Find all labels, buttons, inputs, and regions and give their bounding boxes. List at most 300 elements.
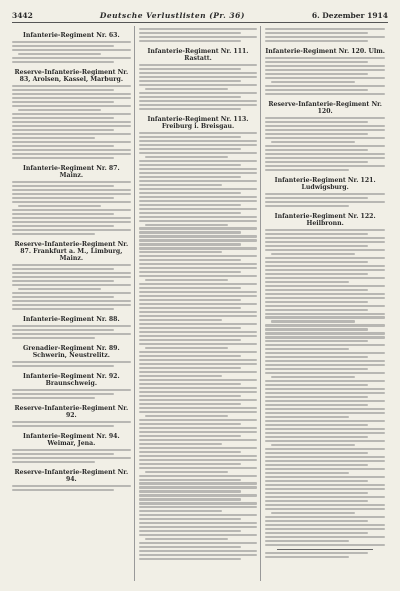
text-line: [12, 157, 114, 159]
text-line: [139, 323, 258, 325]
text-line: [139, 550, 258, 552]
text-line: [265, 309, 368, 311]
text-line: [265, 237, 385, 239]
section-heading: Infanterie-Regiment Nr. 63.: [23, 32, 120, 39]
text-line: [12, 105, 131, 107]
text-line: [265, 428, 385, 430]
text-line: [12, 272, 131, 274]
text-line: [265, 197, 368, 199]
text-line: [139, 36, 258, 38]
text-line: [139, 351, 258, 353]
text-line: [139, 383, 241, 385]
text-line: [139, 176, 241, 178]
text-line: [12, 41, 131, 43]
text-line: [18, 205, 101, 207]
text-line: [265, 496, 385, 498]
text-line: [271, 512, 355, 514]
text-line: [12, 325, 131, 327]
text-line: [139, 455, 258, 457]
text-line: [265, 36, 385, 38]
text-line: [265, 524, 385, 526]
section-heading: Infanterie-Regiment Nr. 122. Heilbronn.: [274, 212, 376, 227]
text-line: [139, 271, 241, 273]
text-line: [139, 558, 241, 560]
text-line: [265, 153, 385, 155]
text-line: [265, 229, 385, 231]
text-line: [265, 28, 385, 30]
text-line: [265, 536, 385, 538]
text-line: [265, 492, 368, 494]
publication-title: Deutsche Verlustlisten (Pr. 36): [99, 10, 245, 20]
text-line: [265, 372, 385, 374]
text-line: [265, 313, 385, 315]
text-line: [139, 255, 258, 257]
text-line: [139, 231, 241, 233]
text-line: [12, 449, 131, 451]
text-line: [139, 506, 258, 508]
text-line: [12, 149, 131, 151]
text-line: [139, 200, 258, 202]
text-line: [139, 339, 241, 341]
text-line: [139, 319, 222, 321]
text-line: [12, 117, 114, 119]
text-line: [139, 263, 258, 265]
text-line: [139, 188, 258, 190]
text-line: [265, 540, 349, 542]
text-line: [12, 141, 131, 143]
text-line: [12, 268, 114, 270]
text-line: [265, 137, 385, 139]
text-line: [265, 201, 385, 203]
text-line: [139, 32, 241, 34]
text-line: [12, 276, 131, 278]
text-line: [139, 204, 241, 206]
text-line: [139, 367, 241, 369]
text-line: [139, 395, 241, 397]
text-line: [12, 296, 114, 298]
text-line: [139, 423, 241, 425]
text-line: [265, 305, 385, 307]
text-line: [139, 144, 258, 146]
text-line: [12, 137, 95, 139]
text-line: [265, 93, 385, 95]
text-line: [139, 343, 258, 345]
text-line: [139, 164, 241, 166]
text-line: [271, 444, 355, 446]
text-line: [139, 439, 258, 441]
section-heading: Infanterie-Regiment Nr. 88.: [23, 315, 120, 323]
text-line: [139, 435, 241, 437]
section-heading: Infanterie-Regiment Nr. 94. Weimar, Jena.: [23, 432, 120, 447]
text-line: [139, 407, 258, 409]
text-line: [145, 224, 228, 226]
text-line: [139, 502, 258, 504]
text-line: [139, 64, 258, 66]
text-line: [145, 538, 228, 540]
section-heading: Reserve-Infanterie-Regiment Nr. 94.: [14, 468, 129, 483]
text-line: [12, 229, 131, 231]
text-line: [265, 273, 368, 275]
text-line: [265, 336, 385, 338]
text-line: [12, 304, 131, 306]
text-line: [139, 80, 241, 82]
text-line: [265, 380, 385, 382]
text-line: [12, 300, 131, 302]
text-line: [139, 467, 258, 469]
text-line: [265, 245, 368, 247]
text-line: [139, 299, 241, 301]
text-line: [265, 133, 368, 135]
text-line: [139, 208, 258, 210]
divider: [277, 549, 373, 550]
issue-date: 6. Dezember 1914: [311, 10, 388, 20]
text-line: [265, 89, 368, 91]
text-line: [139, 28, 258, 30]
text-line: [12, 133, 131, 135]
text-line: [139, 100, 258, 102]
text-line: [139, 463, 241, 465]
text-line: [265, 129, 385, 131]
text-line: [139, 192, 241, 194]
text-line: [12, 185, 114, 187]
text-line: [139, 355, 241, 357]
text-line: [265, 460, 385, 462]
text-line: [12, 209, 131, 211]
text-line: [12, 457, 131, 459]
text-line: [139, 287, 241, 289]
section-heading: Reserve-Infanterie-Regiment Nr. 92.: [14, 404, 129, 419]
text-line: [265, 364, 385, 366]
text-line: [265, 500, 368, 502]
text-line: [265, 352, 385, 354]
text-line: [265, 552, 368, 554]
text-line: [12, 453, 114, 455]
text-line: [145, 415, 228, 417]
text-line: [12, 113, 131, 115]
page-header: [12, 8, 388, 23]
text-line: [139, 546, 241, 548]
text-line: [265, 69, 385, 71]
text-line: [265, 261, 368, 263]
text-line: [139, 216, 258, 218]
text-line: [139, 530, 241, 532]
text-line: [12, 201, 131, 203]
text-line: [139, 76, 258, 78]
text-columns: [12, 26, 388, 581]
text-line: [139, 419, 258, 421]
section-heading: Reserve-Infanterie-Regiment Nr. 120.: [268, 100, 382, 115]
section-heading: Infanterie-Regiment Nr. 92. Braunschweig.: [23, 372, 120, 387]
text-line: [139, 486, 258, 488]
text-line: [12, 189, 131, 191]
text-line: [265, 205, 349, 207]
text-line: [265, 332, 385, 334]
text-line: [265, 85, 385, 87]
text-line: [139, 172, 258, 174]
text-line: [12, 89, 114, 91]
text-line: [139, 359, 258, 361]
text-line: [265, 249, 385, 251]
text-line: [139, 387, 258, 389]
text-line: [145, 156, 228, 158]
text-line: [139, 363, 258, 365]
text-line: [139, 542, 258, 544]
text-line: [265, 440, 385, 442]
text-line: [139, 196, 258, 198]
text-line: [12, 225, 114, 227]
text-line: [139, 431, 258, 433]
text-line: [139, 267, 258, 269]
section-heading: Infanterie-Regiment Nr. 111. Rastatt.: [147, 47, 249, 62]
text-line: [145, 471, 228, 473]
text-line: [12, 49, 131, 51]
section-heading: Infanterie-Regiment Nr. 113. Freiburg i. Breisgau.: [147, 115, 249, 130]
text-line: [145, 88, 228, 90]
text-line: [139, 391, 258, 393]
text-line: [139, 212, 241, 214]
text-line: [12, 393, 114, 395]
page-number: 3442: [12, 10, 33, 20]
text-line: [265, 452, 368, 454]
text-line: [139, 168, 258, 170]
text-line: [139, 498, 241, 500]
text-line: [265, 544, 385, 546]
text-line: [265, 476, 385, 478]
text-line: [12, 193, 131, 195]
text-line: [12, 329, 114, 331]
text-line: [265, 269, 385, 271]
text-line: [139, 68, 241, 70]
text-line: [139, 327, 241, 329]
text-line: [265, 416, 349, 418]
text-line: [12, 284, 131, 286]
text-line: [265, 293, 385, 295]
text-line: [139, 482, 258, 484]
text-line: [265, 149, 368, 151]
section-heading: Grenadier-Regiment Nr. 89. Schwerin, Neustrelitz.: [23, 344, 120, 359]
text-line: [139, 526, 258, 528]
text-line: [12, 425, 114, 427]
text-line: [265, 169, 349, 171]
text-line: [265, 40, 368, 42]
text-line: [12, 153, 131, 155]
text-line: [12, 365, 114, 367]
text-line: [12, 389, 131, 391]
text-line: [139, 40, 241, 42]
text-line: [265, 157, 385, 159]
text-line: [139, 148, 241, 150]
text-line: [139, 534, 258, 536]
text-line: [139, 251, 222, 253]
text-line: [265, 265, 385, 267]
text-line: [139, 227, 258, 229]
text-line: [139, 243, 241, 245]
text-line: [265, 356, 368, 358]
text-line: [139, 371, 258, 373]
text-line: [145, 347, 228, 349]
text-line: [12, 461, 95, 463]
text-line: [265, 65, 385, 67]
text-line: [18, 288, 101, 290]
text-line: [139, 411, 258, 413]
text-line: [139, 184, 222, 186]
text-line: [265, 408, 385, 410]
text-line: [12, 397, 95, 399]
text-line: [139, 92, 258, 94]
text-line: [139, 311, 258, 313]
text-line: [265, 61, 368, 63]
text-line: [139, 108, 241, 110]
text-line: [139, 132, 258, 134]
text-line: [12, 121, 131, 123]
text-line: [12, 489, 114, 491]
text-line: [139, 403, 241, 405]
text-line: [139, 510, 222, 512]
column-3: [265, 26, 388, 581]
text-line: [265, 384, 368, 386]
text-line: [265, 297, 385, 299]
text-line: [12, 485, 131, 487]
text-line: [265, 233, 368, 235]
section-heading: Infanterie-Regiment Nr. 120. Ulm.: [265, 47, 385, 55]
text-line: [139, 427, 258, 429]
text-line: [265, 456, 385, 458]
text-line: [139, 399, 258, 401]
text-line: [265, 125, 385, 127]
text-line: [139, 479, 241, 481]
text-line: [265, 468, 385, 470]
text-line: [12, 97, 131, 99]
text-line: [265, 424, 368, 426]
text-line: [139, 514, 258, 516]
text-line: [265, 328, 368, 330]
text-line: [265, 528, 385, 530]
text-line: [12, 197, 114, 199]
text-line: [12, 337, 95, 339]
text-line: [139, 140, 258, 142]
text-line: [271, 81, 355, 83]
text-line: [139, 490, 241, 492]
text-line: [265, 488, 385, 490]
text-line: [12, 85, 131, 87]
text-line: [12, 264, 131, 266]
text-line: [12, 292, 131, 294]
text-line: [265, 121, 368, 123]
text-line: [139, 235, 258, 237]
text-line: [139, 451, 241, 453]
text-line: [12, 125, 131, 127]
text-line: [265, 73, 368, 75]
text-line: [265, 556, 349, 558]
text-line: [12, 361, 131, 363]
text-line: [265, 344, 385, 346]
text-line: [265, 117, 385, 119]
text-line: [139, 291, 258, 293]
text-line: [265, 432, 385, 434]
text-line: [139, 459, 258, 461]
text-line: [139, 335, 258, 337]
text-line: [139, 104, 258, 106]
text-line: [139, 283, 258, 285]
text-line: [139, 84, 258, 86]
text-line: [12, 217, 131, 219]
text-line: [265, 277, 385, 279]
text-line: [18, 53, 101, 55]
text-line: [265, 77, 385, 79]
section-heading: Reserve-Infanterie-Regiment Nr. 83, Arolsen, Kassel, Marburg.: [14, 69, 129, 84]
text-line: [265, 241, 385, 243]
text-line: [265, 165, 385, 167]
text-line: [265, 360, 385, 362]
text-line: [139, 554, 258, 556]
text-line: [265, 532, 368, 534]
text-line: [265, 504, 385, 506]
text-line: [139, 247, 258, 249]
text-line: [12, 333, 131, 335]
text-line: [265, 420, 385, 422]
text-line: [265, 57, 385, 59]
section-heading: Infanterie-Regiment Nr. 121. Ludwigsburg.: [274, 176, 376, 191]
text-line: [265, 301, 368, 303]
text-line: [265, 392, 385, 394]
text-line: [265, 340, 368, 342]
text-line: [265, 281, 349, 283]
text-line: [265, 316, 385, 318]
text-line: [139, 152, 258, 154]
text-line: [139, 72, 258, 74]
text-line: [139, 315, 258, 317]
text-line: [265, 412, 385, 414]
text-line: [265, 289, 368, 291]
text-line: [265, 464, 368, 466]
text-line: [265, 520, 368, 522]
text-line: [139, 475, 258, 477]
text-line: [12, 57, 131, 59]
text-line: [139, 522, 258, 524]
text-line: [265, 436, 368, 438]
text-line: [139, 295, 258, 297]
text-line: [12, 421, 131, 423]
text-line: [139, 275, 258, 277]
text-line: [265, 348, 349, 350]
text-line: [265, 404, 368, 406]
text-line: [139, 239, 258, 241]
text-line: [12, 101, 114, 103]
text-line: [139, 220, 258, 222]
text-line: [265, 32, 368, 34]
text-line: [265, 516, 385, 518]
text-line: [265, 448, 385, 450]
text-line: [265, 472, 349, 474]
text-line: [12, 280, 114, 282]
text-line: [12, 45, 114, 47]
text-line: [139, 443, 222, 445]
text-line: [12, 129, 114, 131]
text-line: [139, 303, 258, 305]
text-line: [12, 93, 131, 95]
text-line: [265, 508, 385, 510]
text-line: [271, 253, 355, 255]
text-line: [139, 447, 258, 449]
text-line: [12, 61, 114, 63]
text-line: [139, 259, 241, 261]
text-line: [139, 160, 258, 162]
text-line: [139, 96, 241, 98]
text-line: [265, 285, 385, 287]
column-2: [139, 26, 262, 581]
text-line: [139, 307, 241, 309]
text-line: [139, 180, 258, 182]
